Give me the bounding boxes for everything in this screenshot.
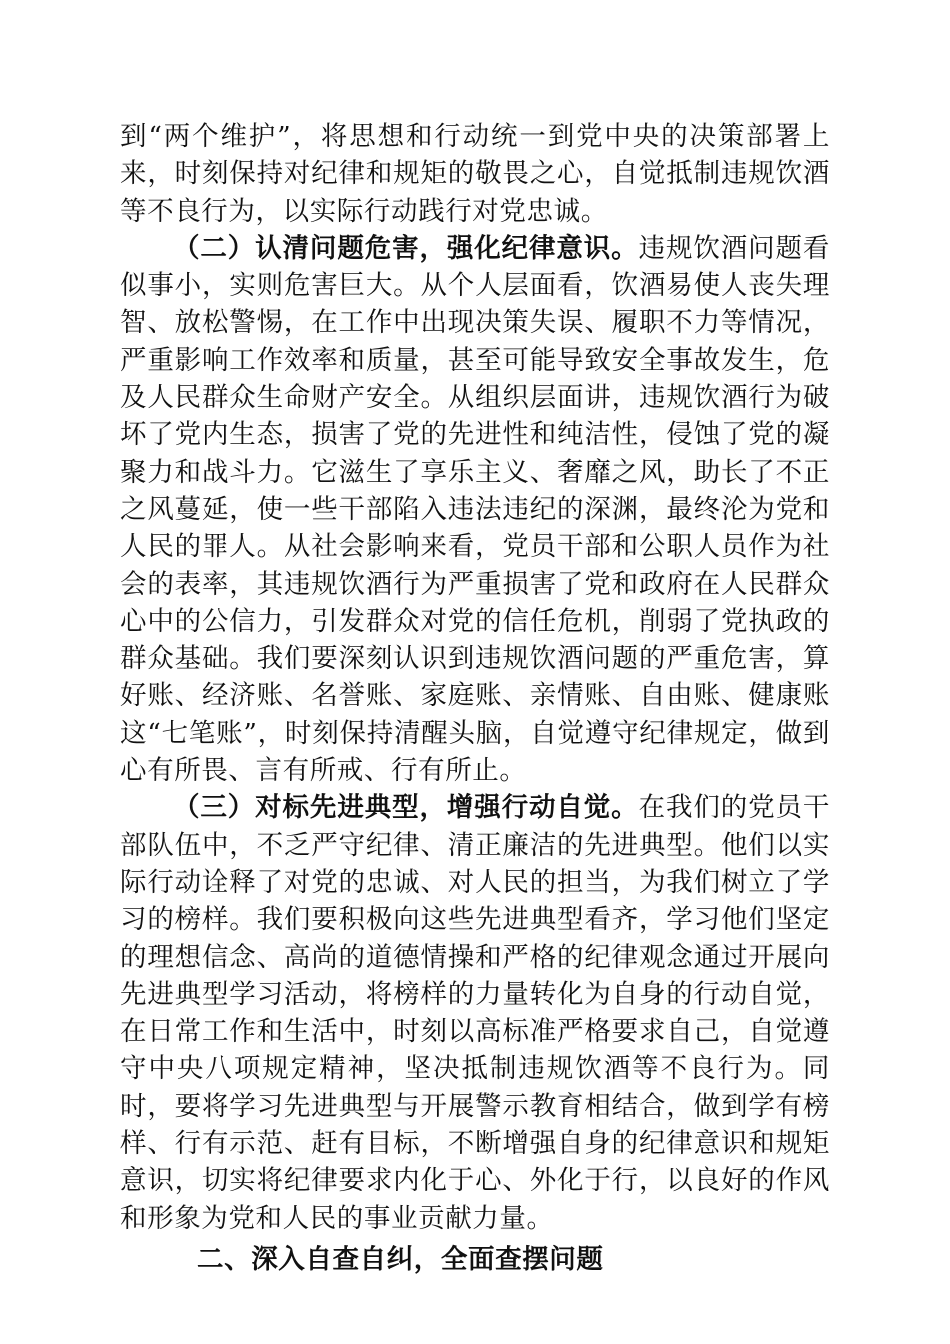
document-page (120, 118, 830, 1278)
paragraph-text: 违规饮酒问题看似事小，实则危害巨大。从个人层面看，饮酒易使人丧失理智、放松警惕，在工作中出现决策失误、履职不力等情况，严重影响工作效率和质量，甚至可能导致安全事故发生，危及人民群众生命财产安全。从组织层面讲，违规饮酒行为破坏了党内生态，损害了党的先进性和纯洁性，侵蚀了党的凝聚力和战斗力。它滋生了享乐主义、奢靡之风，助长了不正之风蔓延，使一些干部陷入违法违纪的深渊，最终沦为党和人民的罪人。从社会影响来看，党员干部和公职人员作为社会的表率，其违规饮酒行为严重损害了党和政府在人民群众心中的公信力，引发群众对党的信任危机，削弱了党执政的群众基础。我们要深刻认识到违规饮酒问题的严重危害，算好账、经济账、名誉账、家庭账、亲情账、自由账、健康账这“七笔账”，时刻保持清醒头脑，自觉遵守纪律规定，做到心有所畏、言有所戒、行有所止。 (120, 232, 830, 787)
paragraph-text: 到“两个维护”，将思想和行动统一到党中央的决策部署上来，时刻保持对纪律和规矩的敬畏之心，自觉抵制违规饮酒等不良行为，以实际行动践行对党忠诚。 (120, 121, 830, 227)
section-lead-heading: （三）对标先进典型，增强行动自觉。 (173, 792, 639, 824)
paragraph-section-3 (120, 789, 830, 1237)
paragraph-text: 在我们的党员干部队伍中，不乏严守纪律、清正廉洁的先进典型。他们以实际行动诠释了对党的忠诚、对人民的担当，为我们树立了学习的榜样。我们要积极向这些先进典型看齐，学习他们坚定的理想信念、高尚的道德情操和严格的纪律观念通过开展向先进典型学习活动，将榜样的力量转化为自身的行动自觉，在日常工作和生活中，时刻以高标准严格要求自己，自觉遵守中央八项规定精神，坚决抵制违规饮酒等不良行为。同时，要将学习先进典型与开展警示教育相结合，做到学有榜样、行有示范、赶有目标，不断增强自身的纪律意识和规矩意识，切实将纪律要求内化于心、外化于行，以良好的作风和形象为党和人民的事业贡献力量。 (120, 792, 830, 1234)
paragraph-continuation (120, 118, 830, 230)
section-heading: 二、深入自查自纠，全面查摆问题 (197, 1243, 604, 1275)
paragraph-section-2 (120, 230, 830, 789)
section-lead-heading: （二）认清问题危害，强化纪律意识。 (173, 232, 639, 264)
